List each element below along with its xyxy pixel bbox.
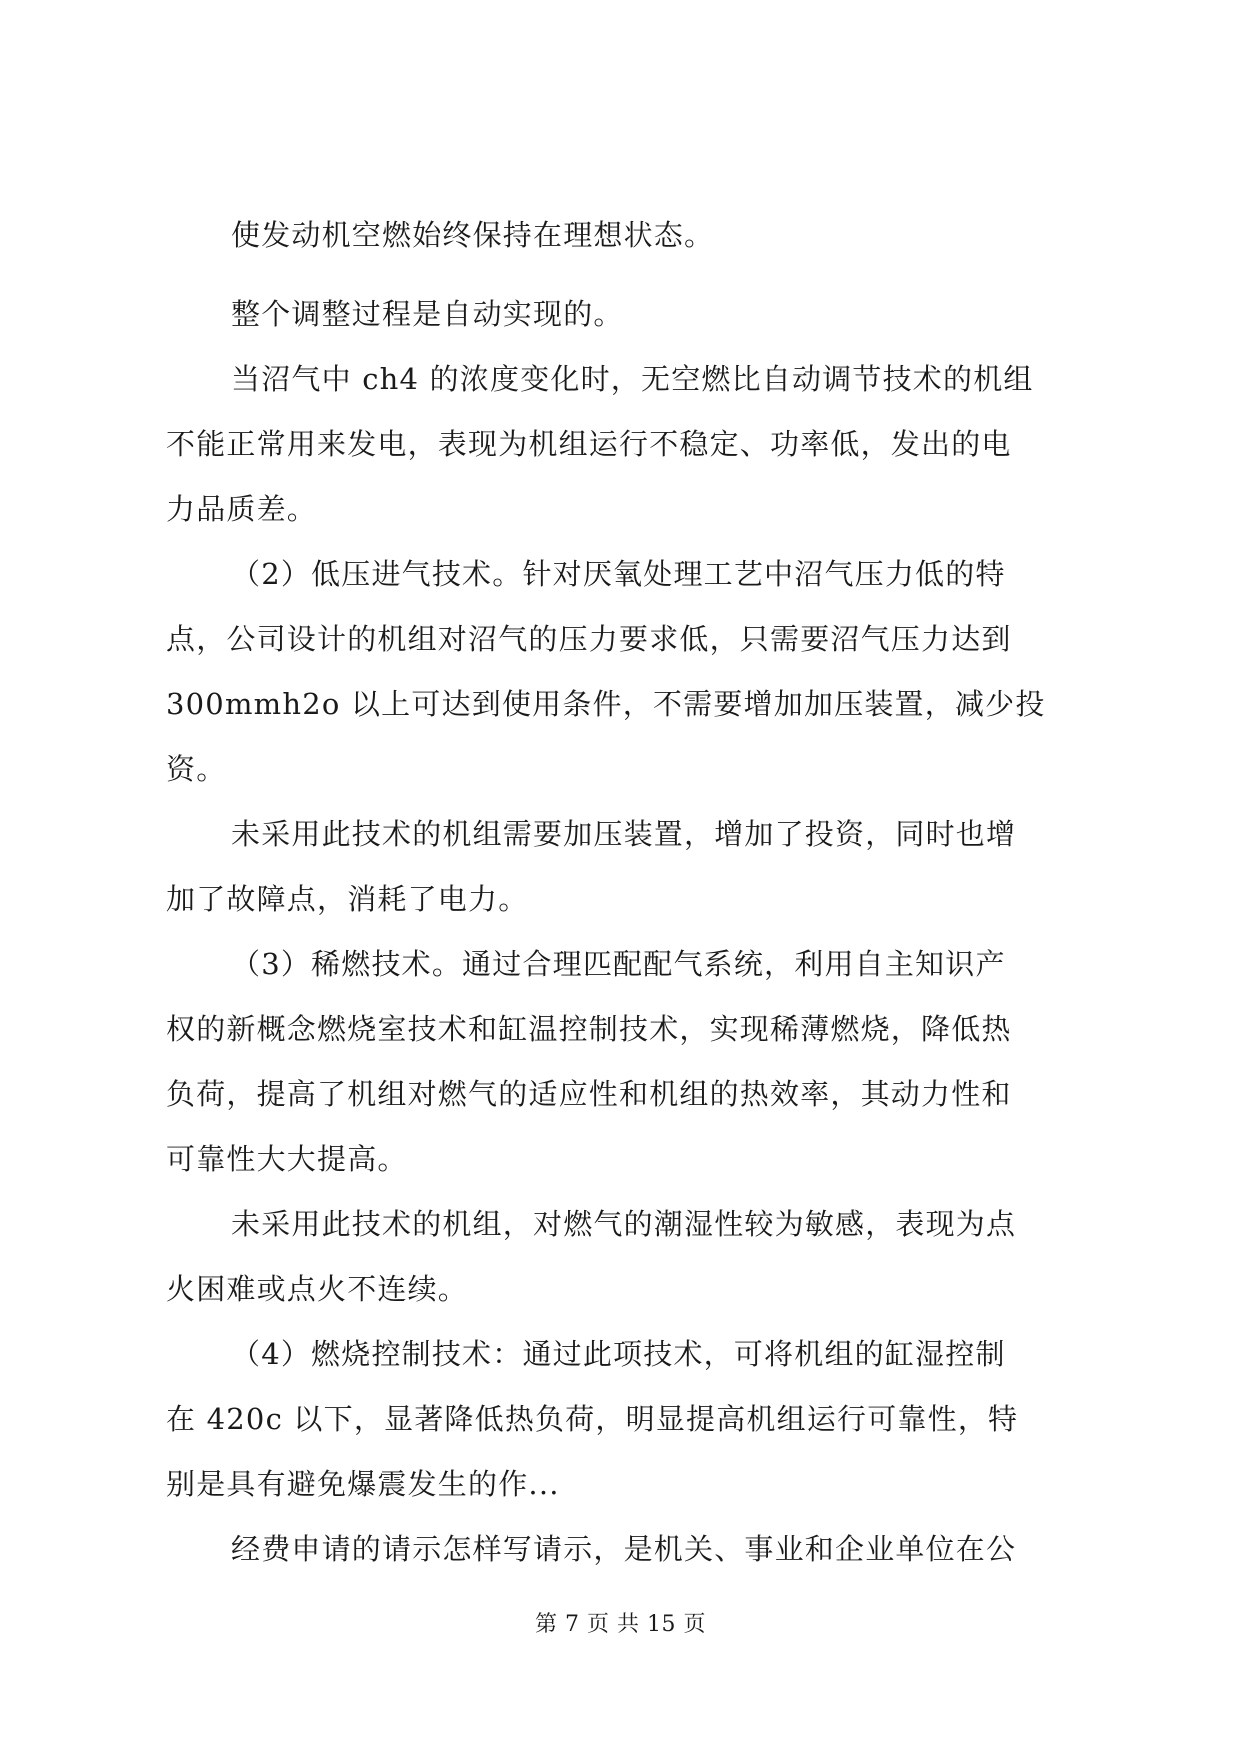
text-line: 权的新概念燃烧室技术和缸温控制技术，实现稀薄燃烧，降低热 bbox=[166, 1012, 1012, 1046]
page-number-footer: 第 7 页 共 15 页 bbox=[535, 1612, 706, 1637]
text-line: 点，公司设计的机组对沼气的压力要求低，只需要沼气压力达到 bbox=[166, 622, 1012, 656]
text-line: （4）燃烧控制技术：通过此项技术，可将机组的缸湿控制 bbox=[231, 1337, 1006, 1371]
text-line: 别是具有避免爆震发生的作... bbox=[166, 1467, 560, 1501]
text-line: 整个调整过程是自动实现的。 bbox=[231, 297, 624, 331]
text-line: 资。 bbox=[166, 752, 227, 786]
text-line: 使发动机空燃始终保持在理想状态。 bbox=[231, 218, 715, 252]
text-line: （3）稀燃技术。通过合理匹配配气系统，利用自主知识产 bbox=[231, 947, 1006, 981]
text-line: 300mmh2o 以上可达到使用条件，不需要增加加压装置，减少投 bbox=[166, 687, 1046, 721]
text-line: 火困难或点火不连续。 bbox=[166, 1272, 469, 1306]
text-line: 力品质差。 bbox=[166, 492, 318, 526]
text-line: 当沼气中 ch4 的浓度变化时，无空燃比自动调节技术的机组 bbox=[231, 362, 1034, 396]
text-line: 负荷，提高了机组对燃气的适应性和机组的热效率，其动力性和 bbox=[166, 1077, 1012, 1111]
text-line: 经费申请的请示怎样写请示，是机关、事业和企业单位在公 bbox=[231, 1532, 1017, 1566]
text-line: 可靠性大大提高。 bbox=[166, 1142, 408, 1176]
text-line: 未采用此技术的机组，对燃气的潮湿性较为敏感，表现为点 bbox=[231, 1207, 1017, 1241]
text-line: 加了故障点，消耗了电力。 bbox=[166, 882, 529, 916]
text-line: 在 420c 以下，显著降低热负荷，明显提高机组运行可靠性，特 bbox=[166, 1402, 1019, 1436]
text-line: （2）低压进气技术。针对厌氧处理工艺中沼气压力低的特 bbox=[231, 557, 1006, 591]
text-line: 不能正常用来发电，表现为机组运行不稳定、功率低，发出的电 bbox=[166, 427, 1012, 461]
text-line: 未采用此技术的机组需要加压装置，增加了投资，同时也增 bbox=[231, 817, 1017, 851]
